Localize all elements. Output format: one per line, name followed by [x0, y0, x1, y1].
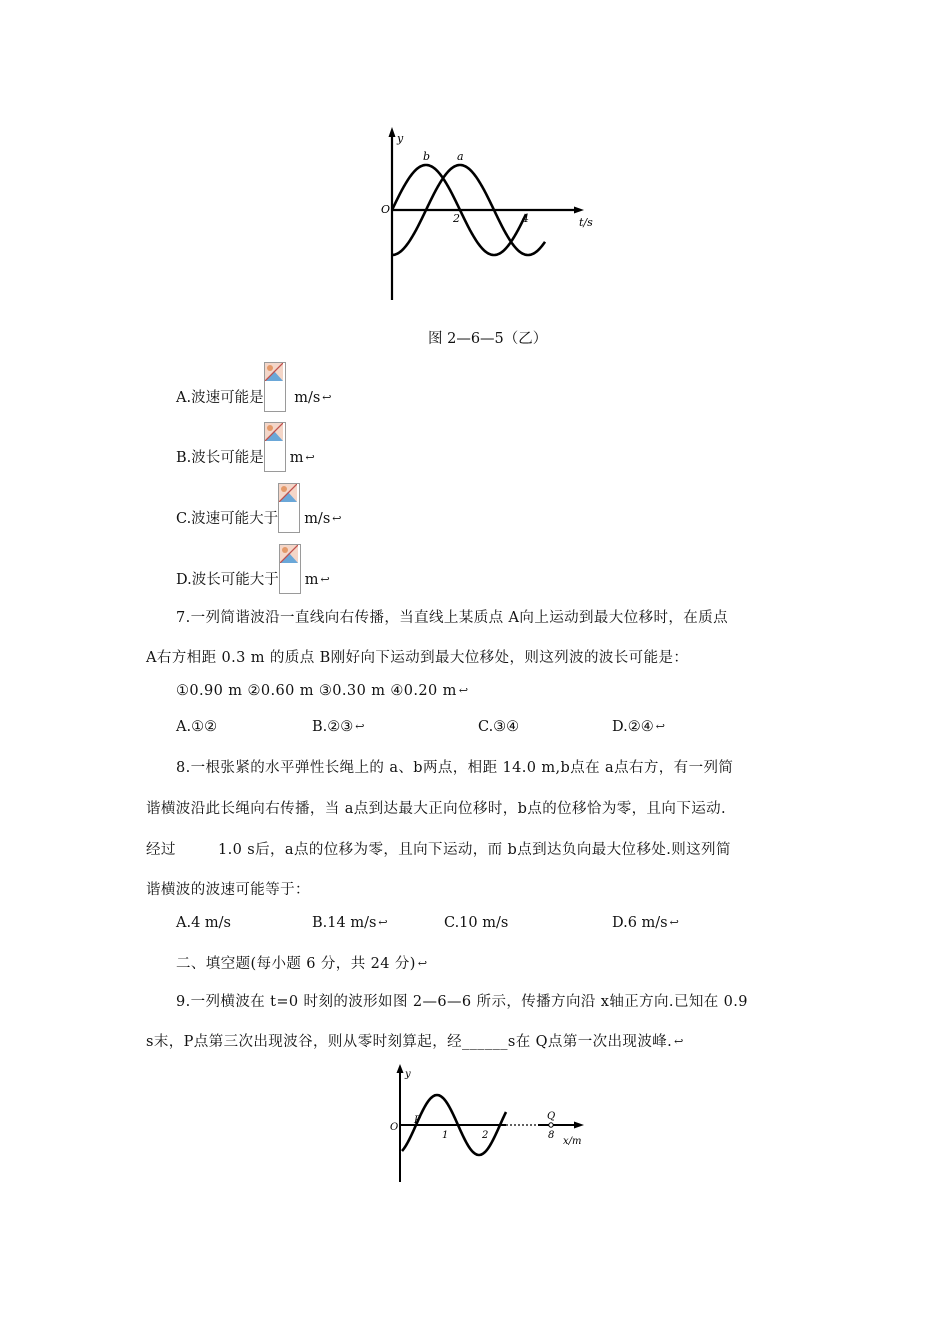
q8-line-3a: 经过	[146, 842, 176, 858]
q6-option-a	[176, 362, 332, 412]
q8-line-4: 谐横波的波速可能等于：	[146, 882, 310, 898]
y-axis-label: y	[405, 1069, 411, 1080]
option-text: D.6 m/s	[612, 915, 668, 931]
q7-option-c: C.③④	[478, 719, 520, 735]
curve-b-label: b	[423, 150, 431, 163]
figure-2-6-5-wave-graph	[370, 125, 610, 305]
q9-line-2	[146, 1030, 684, 1051]
return-icon: ↩	[674, 1035, 684, 1048]
broken-image-icon	[264, 422, 286, 472]
q8-line-1: 8.一根张紧的水平弹性长绳上的 a、b两点，相距 14.0 m,b点在 a点右方，有一列简	[176, 760, 734, 776]
return-icon: ↩	[305, 451, 315, 464]
q9-line-2-text: s末，P点第三次出现波谷，则从零时刻算起，经______s在 Q点第一次出现波峰.	[146, 1034, 673, 1050]
q7-choices	[176, 683, 468, 699]
x-axis-label: t/s	[579, 216, 593, 229]
return-icon: ↩	[655, 720, 665, 733]
return-icon: ↩	[378, 916, 388, 929]
option-text: A.波速可能是	[176, 390, 264, 406]
x-axis-label: x/m	[563, 1136, 582, 1147]
return-icon: ↩	[458, 684, 469, 697]
option-unit: m	[289, 450, 304, 466]
tick-label: 4	[522, 212, 529, 225]
section-title-text: 二、填空题(每小题 6 分，共 24 分)	[176, 956, 416, 972]
q7-line-2: A右方相距 0.3 m 的质点 B刚好向下运动到最大位移处，则这列波的波长可能是：	[146, 650, 689, 666]
tick-label: 1	[442, 1130, 449, 1141]
return-icon: ↩	[320, 573, 330, 586]
option-text: B.波长可能是	[176, 450, 264, 466]
q8-line-2: 谐横波沿此长绳向右传播，当 a点到达最大正向位移时，b点的位移恰为零，且向下运动.	[146, 801, 727, 817]
tick-label: 2	[482, 1130, 489, 1141]
y-axis-label: y	[397, 132, 404, 145]
point-q-label: Q	[547, 1111, 556, 1122]
q8-option-d	[612, 915, 679, 931]
figure-2-6-6-wave-graph	[388, 1062, 598, 1187]
origin-label: O	[381, 203, 391, 216]
point-p-label: P	[414, 1115, 421, 1126]
q8-option-c: C.10 m/s	[444, 915, 509, 931]
return-icon: ↩	[332, 512, 342, 525]
q6-option-b	[176, 422, 315, 472]
tick-label: 8	[548, 1130, 555, 1141]
option-unit: m	[304, 572, 319, 588]
q9-line-1: 9.一列横波在 t=0 时刻的波形如图 2—6—6 所示，传播方向沿 x轴正方向.已知在 0.9	[176, 994, 748, 1010]
figure-caption: 图 2—6—5（乙）	[428, 331, 548, 347]
option-unit: m/s	[289, 390, 321, 406]
option-text: B.14 m/s	[312, 915, 377, 931]
curve-a-label: a	[457, 150, 464, 163]
return-icon: ↩	[669, 916, 679, 929]
q7-line-1: 7.一列简谐波沿一直线向右传播，当直线上某质点 A向上运动到最大位移时，在质点	[176, 610, 729, 626]
return-icon: ↩	[322, 391, 332, 404]
tick-label: 2	[453, 212, 460, 225]
section-title	[176, 952, 427, 973]
q7-option-b	[312, 719, 364, 735]
return-icon: ↩	[417, 957, 428, 970]
broken-image-icon	[278, 483, 300, 533]
q6-option-c	[176, 483, 341, 533]
broken-image-icon	[264, 362, 286, 412]
origin-label: O	[390, 1122, 399, 1133]
q7-choices-text: ①0.90 m ②0.60 m ③0.30 m ④0.20 m	[176, 683, 457, 699]
q8-option-a: A.4 m/s	[176, 915, 231, 931]
return-icon: ↩	[355, 720, 365, 733]
q8-option-b	[312, 915, 388, 931]
option-unit: m/s	[304, 511, 331, 527]
option-text: B.②③	[312, 719, 354, 735]
q7-option-a: A.①②	[176, 719, 218, 735]
q8-line-3b: 1.0 s后，a点的位移为零，且向下运动，而 b点到达负向最大位移处.则这列简	[218, 842, 731, 858]
option-text: D.波长可能大于	[176, 572, 279, 588]
q6-option-d	[176, 544, 330, 594]
broken-image-icon	[279, 544, 301, 594]
option-text: D.②④	[612, 719, 654, 735]
q7-option-d	[612, 719, 665, 735]
option-text: C.波速可能大于	[176, 511, 279, 527]
